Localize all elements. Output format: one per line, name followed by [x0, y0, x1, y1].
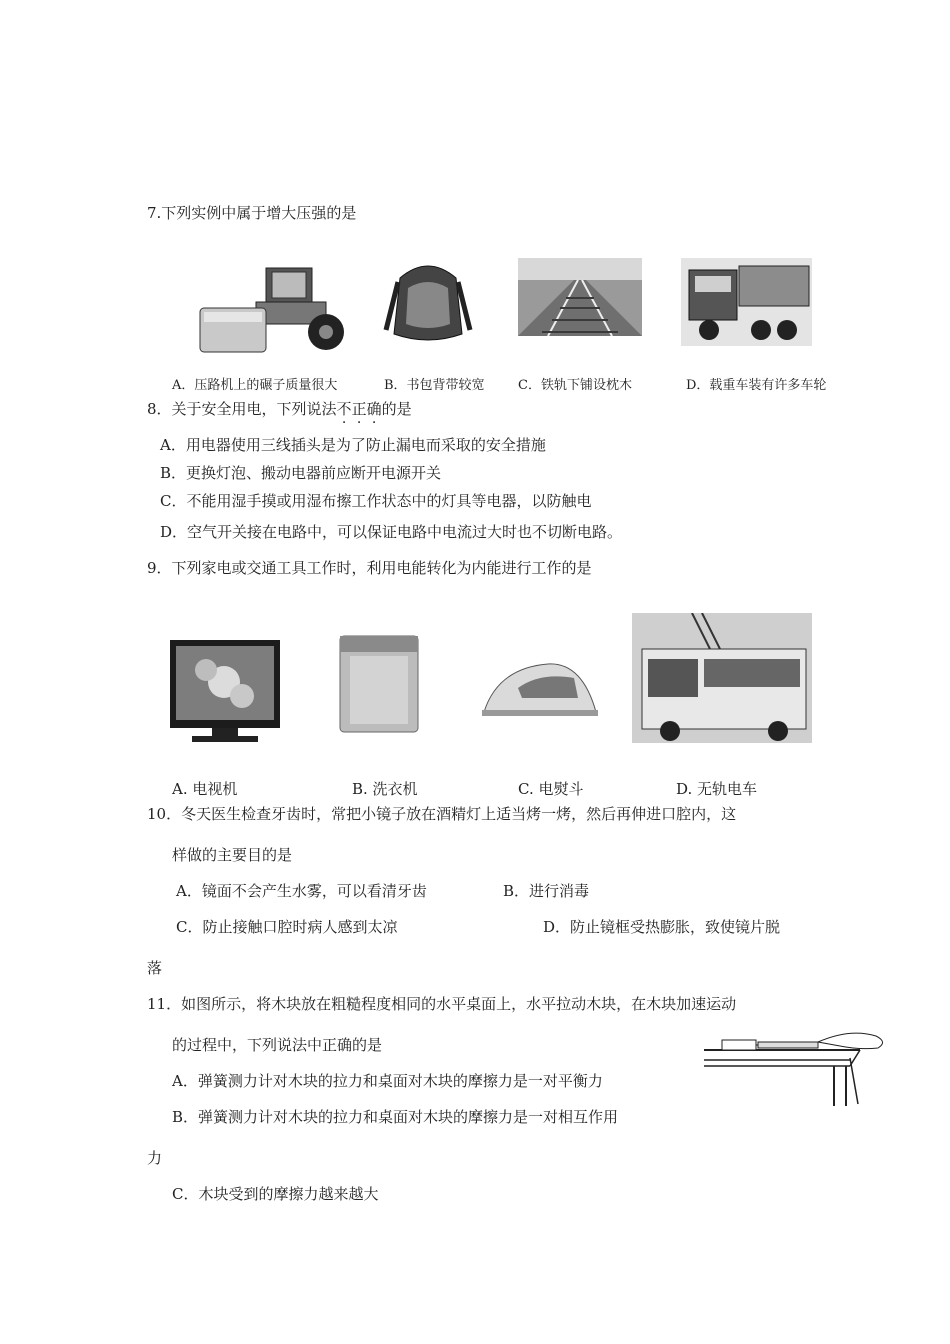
q9-option-d: D. 无轨电车	[676, 780, 758, 798]
q8-stem-part3: 的是	[381, 400, 412, 418]
q8-stem-emphasis	[337, 400, 382, 418]
q9-option-c: C. 电熨斗	[518, 780, 584, 798]
q9-stem: 9．下列家电或交通工具工作时，利用电能转化为内能进行工作的是	[147, 559, 592, 577]
q7-option-b: B．书包背带较宽	[384, 378, 485, 393]
q8-stem-part1: 8．关于安全用电，下列说法	[147, 400, 337, 418]
q10-option-c: C．防止接触口腔时病人感到太凉	[176, 918, 398, 936]
q10-option-a: A．镜面不会产生水雾，可以看清牙齿	[176, 882, 427, 900]
q7-stem: 7.下列实例中属于增大压强的是	[147, 204, 357, 222]
q10-option-d-line2: 落	[147, 959, 163, 977]
q11-option-a: A．弹簧测力计对木块的拉力和桌面对木块的摩擦力是一对平衡力	[172, 1072, 603, 1090]
q10-option-d-line1: D．防止镜框受热膨胀，致使镜片脱	[543, 918, 781, 936]
q11-option-b-line2: 力	[147, 1149, 163, 1167]
television-image	[166, 636, 284, 746]
q8-option-c: C．不能用湿手摸或用湿布擦工作状态中的灯具等电器，以防触电	[160, 492, 592, 510]
q11-option-c: C．木块受到的摩擦力越来越大	[172, 1185, 379, 1203]
emphasis-char-0: 不	[336, 400, 352, 418]
q8-stem	[147, 398, 412, 419]
q10-option-b: B．进行消毒	[503, 882, 590, 900]
q10-stem-line2: 样做的主要目的是	[172, 846, 293, 864]
q11-option-b-line1: B．弹簧测力计对木块的拉力和桌面对木块的摩擦力是一对相互作用	[172, 1108, 619, 1126]
q9-option-b: B. 洗衣机	[352, 780, 418, 798]
q7-option-c: C．铁轨下铺设枕木	[518, 378, 632, 393]
q9-option-a: A. 电视机	[172, 780, 238, 798]
table-spring-scale-figure	[700, 1028, 892, 1108]
q7-option-a: A．压路机上的碾子质量很大	[172, 378, 338, 393]
q8-option-d: D．空气开关接在电路中，可以保证电路中电流过大时也不切断电路。	[160, 523, 623, 541]
electric-iron-image	[478, 648, 602, 720]
emphasis-char-2: 确	[366, 400, 382, 418]
trolleybus-image	[632, 613, 812, 743]
q10-stem-line1: 10．冬天医生检查牙齿时，常把小镜子放在酒精灯上适当烤一烤，然后再伸进口腔内，这	[147, 805, 737, 823]
backpack-image	[380, 258, 476, 346]
q11-stem-line1: 11．如图所示，将木块放在粗糙程度相同的水平桌面上，水平拉动木块，在木块加速运动	[147, 995, 737, 1013]
emphasis-char-1: 正	[351, 400, 367, 418]
q8-option-b: B．更换灯泡、搬动电器前应断开电源开关	[160, 464, 442, 482]
q7-option-d: D．载重车装有许多车轮	[686, 378, 827, 393]
q8-option-a: A．用电器使用三线插头是为了防止漏电而采取的安全措施	[160, 436, 546, 454]
railway-track-image	[518, 258, 642, 336]
washing-machine-image	[336, 632, 422, 736]
q11-stem-line2: 的过程中，下列说法中正确的是	[172, 1036, 383, 1054]
dump-truck-image	[681, 258, 812, 346]
road-roller-image	[198, 262, 344, 360]
q8-emphasis-chars	[337, 400, 382, 418]
